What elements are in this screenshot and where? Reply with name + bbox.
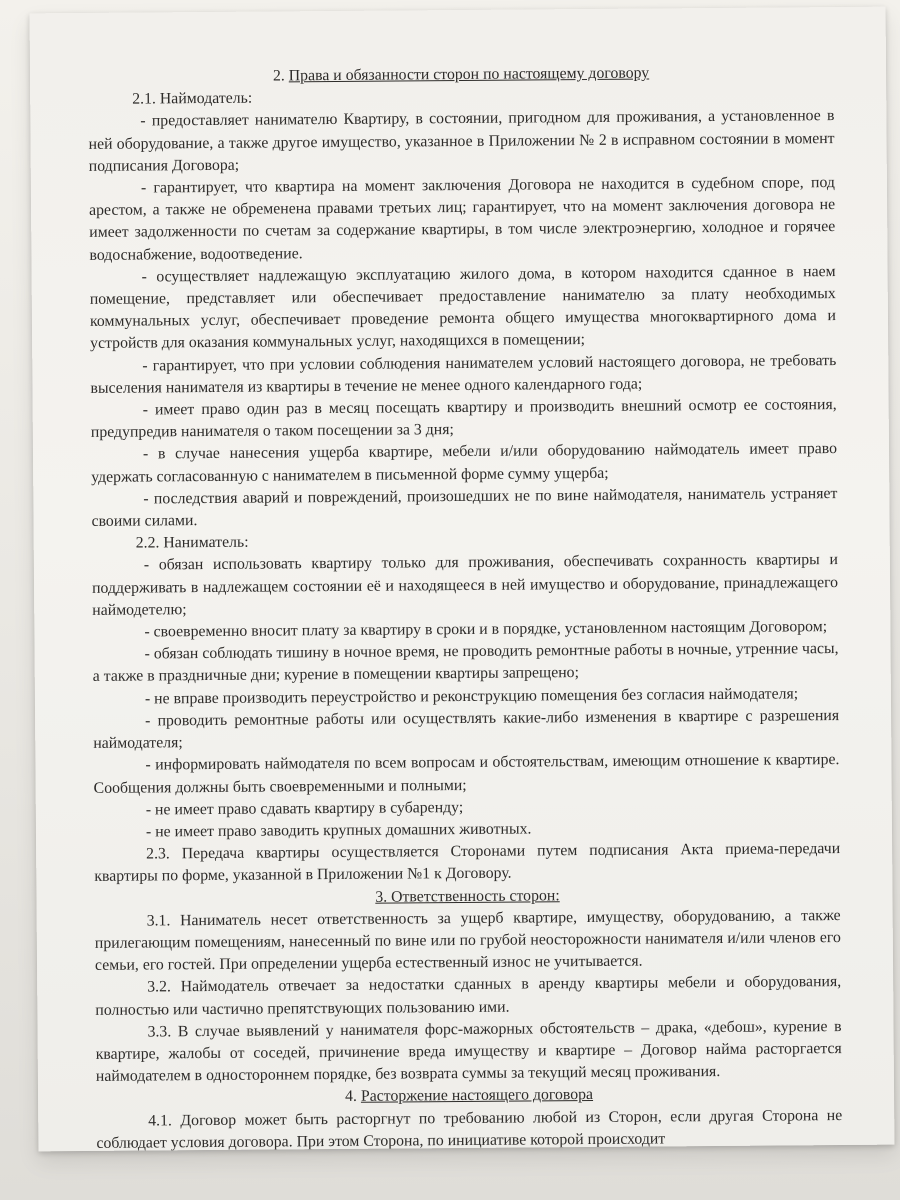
clause-2-2-item: - проводить ремонтные работы или осуществлять какие-либо изменения в квартире с разрешения наймодателя; — [93, 706, 840, 752]
clause-2-1-item: - гарантирует, что при условии соблюдения нанимателем условий настоящего договора, не требовать выселения нанимателя из квартиры в течение не менее одного календарного года; — [90, 351, 837, 397]
clause-2-2-title: 2.2. Наниматель: — [135, 533, 249, 552]
section-4-number: 4. — [345, 1088, 358, 1106]
clause-2-1-item: - в случае нанесения ущерба квартире, мебели и/или оборудованию наймодатель имеет право удержать согласованную с нанимателем в письменной форме сумму ущерба; — [91, 440, 838, 486]
section-3-title: 3. Ответственность сторон: — [375, 886, 560, 906]
section-2-title: Права и обязанности сторон по настоящему договору — [288, 64, 650, 85]
clause-2-3: 2.3. Передача квартиры осуществляется Сторонами путем подписания Акта приема-передачи квартиры по форме, указанной в Приложении №1 к Договору. — [94, 840, 841, 886]
clause-2-2-item: - обязан соблюдать тишину в ночное время, не проводить ремонтные работы в ночные, утренние часы, а также в праздничные дни; курение в помещении квартиры запрещено; — [92, 640, 839, 686]
clause-2-2-item: - своевременно вносит плату за квартиру в сроки и в порядке, установленном настоящим Договором; — [144, 618, 828, 641]
clause-2-1-item: - последствия аварий и повреждений, произошедших не по вине наймодателя, наниматель устраняет своими силами. — [91, 484, 838, 530]
clause-3-3: 3.3. В случае выявлений у нанимателя форс-мажорных обстоятельств – драка, «дебош», курение в квартире, жалобы от соседей, причинение вреда имуществу и квартире – Договор найма расторгается наймодателем в одностороннем порядке, без возврата суммы за текущий месяц проживания. — [95, 1017, 842, 1086]
clause-3-2: 3.2. Наймодатель отвечает за недостатки сданных в аренду квартиры мебели и оборудования, полностью или частично препятствующих пользованию ими. — [95, 973, 842, 1019]
contract-body — [88, 61, 843, 1151]
show-through-text — [280, 9, 640, 68]
clause-2-2-item: - не имеет право заводить крупных домашних животных. — [145, 820, 532, 841]
clause-2-1-item: - предоставляет нанимателю Квартиру, в состоянии, пригодном для проживания, а установленное в ней оборудование, а также другое имущество, указанное в Приложении № 2 в исправном состоянии в момент подписания Договора; — [88, 107, 835, 175]
document-page — [30, 7, 895, 1152]
clause-2-1-item: - гарантирует, что квартира на момент заключения Договора не находится в судебном споре, под арестом, а также не обременена правами третьих лиц; гарантирует, что на момент заключения договора не имеет задолженности по счетам за содержание квартиры, в том числе электроэнергию, холодное и горячее водоснабжение, водоотведение. — [89, 174, 836, 264]
clause-4-1: 4.1. Договор может быть расторгнут по требованию любой из Сторон, если другая Сторона не соблюдает условия договора. При этом Сторона, по инициативе которой происходит — [96, 1106, 843, 1152]
clause-2-1-item: - имеет право один раз в месяц посещать квартиру и производить внешний осмотр ее состояния, предупредив нанимателя о таком посещении за 3 дня; — [90, 396, 837, 442]
clause-2-2-item: - не вправе производить переустройство и реконструкцию помещения без согласия наймодателя; — [144, 685, 799, 708]
clause-2-2-item: - обязан использовать квартиру только для проживания, обеспечивать сохранность квартиры и поддерживать в надлежащем состоянии её и находящееся в ней имущество и оборудование, принадлежащего наймодетелю; — [91, 551, 839, 619]
section-2-number: 2. — [272, 67, 285, 85]
clause-3-1: 3.1. Наниматель несет ответственность за ущерб квартире, имуществу, оборудованию, а также прилегающим помещениям, нанесенный по вине или по грубой неосторожности нанимателя и/или членов его семьи, его гостей. При определении ущерба естественный износ не учитывается. — [94, 906, 841, 975]
clause-2-1-item: - осуществляет надлежащую эксплуатацию жилого дома, в котором находится сданное в наем помещение, представляет или обеспечивает предоставление нанимателю за плату необходимых коммунальных услуг, обеспечивает проведение ремонта общего имущества многоквартирного дома и устройств для оказания коммунальных услуг, находящихся в помещении; — [89, 262, 837, 353]
clause-2-1-title: 2.1. Наймодатель: — [132, 89, 253, 108]
section-4-title: Расторжение настоящего договора — [360, 1086, 594, 1106]
clause-2-2-item: - информировать наймодателя по всем вопросам и обстоятельствам, имеющим отношение к квартире. Сообщения должны быть своевременными и полными; — [93, 751, 840, 797]
clause-2-2-item: - не имеет право сдавать квартиру в субаренду; — [145, 798, 464, 819]
